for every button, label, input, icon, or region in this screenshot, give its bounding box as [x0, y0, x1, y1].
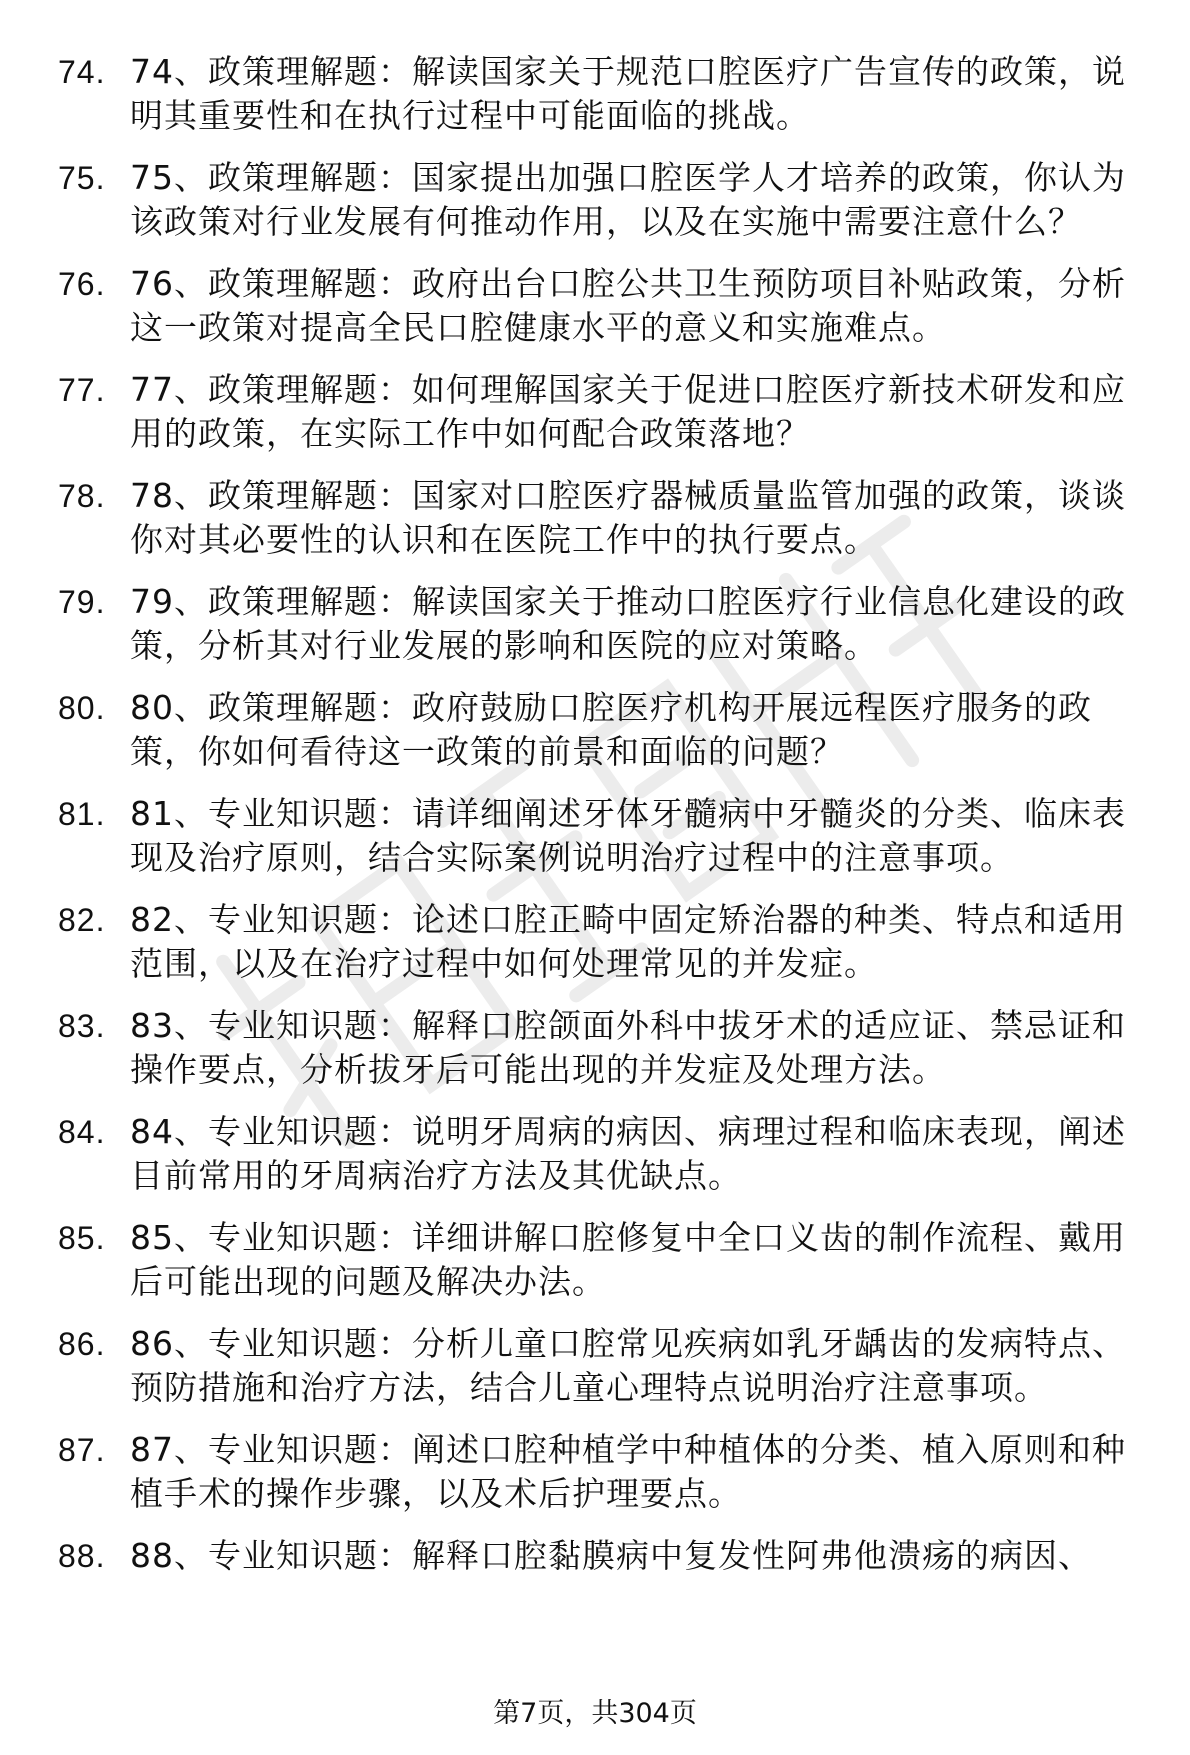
item-number: 87.: [58, 1432, 106, 1468]
list-item: [58, 1004, 1158, 1092]
item-number: 81.: [58, 796, 106, 832]
item-text: 79、政策理解题：解读国家关于推动口腔医疗行业信息化建设的政策，分析其对行业发展的影响和医院的应对策略。: [130, 582, 1126, 665]
item-number: 85.: [58, 1220, 106, 1256]
list-item: [58, 156, 1158, 244]
item-text: 81、专业知识题：请详细阐述牙体牙髓病中牙髓炎的分类、临床表现及治疗原则，结合实际案例说明治疗过程中的注意事项。: [130, 794, 1126, 877]
item-number: 76.: [58, 266, 106, 302]
item-number: 86.: [58, 1326, 106, 1362]
list-item: [58, 474, 1158, 562]
item-number: 78.: [58, 478, 106, 514]
item-text: 85、专业知识题：详细讲解口腔修复中全口义齿的制作流程、戴用后可能出现的问题及解决办法。: [130, 1218, 1126, 1301]
item-text: 77、政策理解题：如何理解国家关于促进口腔医疗新技术研发和应用的政策，在实际工作中如何配合政策落地？: [130, 370, 1126, 453]
item-number: 82.: [58, 902, 106, 938]
item-text: 78、政策理解题：国家对口腔医疗器械质量监管加强的政策，谈谈你对其必要性的认识和在医院工作中的执行要点。: [130, 476, 1126, 559]
item-number: 88.: [58, 1538, 106, 1574]
item-number: 84.: [58, 1114, 106, 1150]
item-number: 80.: [58, 690, 106, 726]
page-number-label: 第7页，共304页: [493, 1698, 697, 1729]
question-list: [58, 50, 1158, 1596]
list-item: [58, 262, 1158, 350]
list-item: [58, 580, 1158, 668]
item-text: 76、政策理解题：政府出台口腔公共卫生预防项目补贴政策，分析这一政策对提高全民口腔健康水平的意义和实施难点。: [130, 264, 1126, 347]
list-item: [58, 368, 1158, 456]
list-item: [58, 1216, 1158, 1304]
item-text: 80、政策理解题：政府鼓励口腔医疗机构开展远程医疗服务的政策，你如何看待这一政策的前景和面临的问题？: [130, 688, 1092, 771]
item-text: 86、专业知识题：分析儿童口腔常见疾病如乳牙龋齿的发病特点、预防措施和治疗方法，结合儿童心理特点说明治疗注意事项。: [130, 1324, 1126, 1407]
item-number: 79.: [58, 584, 106, 620]
item-number: 74.: [58, 54, 106, 90]
item-number: 83.: [58, 1008, 106, 1044]
item-number: 75.: [58, 160, 106, 196]
item-text: 83、专业知识题：解释口腔颌面外科中拔牙术的适应证、禁忌证和操作要点，分析拔牙后可能出现的并发症及处理方法。: [130, 1006, 1126, 1089]
list-item: [58, 898, 1158, 986]
item-text: 82、专业知识题：论述口腔正畸中固定矫治器的种类、特点和适用范围，以及在治疗过程中如何处理常见的并发症。: [130, 900, 1126, 983]
list-item: [58, 792, 1158, 880]
list-item: [58, 1534, 1158, 1578]
item-number: 77.: [58, 372, 106, 408]
list-item: [58, 1110, 1158, 1198]
list-item: [58, 686, 1158, 774]
list-item: [58, 50, 1158, 138]
page-footer: [0, 1696, 1190, 1732]
item-text: 87、专业知识题：阐述口腔种植学中种植体的分类、植入原则和种植手术的操作步骤，以及术后护理要点。: [130, 1430, 1126, 1513]
list-item: [58, 1428, 1158, 1516]
item-text: 88、专业知识题：解释口腔黏膜病中复发性阿弗他溃疡的病因、: [130, 1536, 1092, 1575]
item-text: 74、政策理解题：解读国家关于规范口腔医疗广告宣传的政策，说明其重要性和在执行过程中可能面临的挑战。: [130, 52, 1126, 135]
list-item: [58, 1322, 1158, 1410]
item-text: 75、政策理解题：国家提出加强口腔医学人才培养的政策，你认为该政策对行业发展有何推动作用，以及在实施中需要注意什么？: [130, 158, 1126, 241]
item-text: 84、专业知识题：说明牙周病的病因、病理过程和临床表现，阐述目前常用的牙周病治疗方法及其优缺点。: [130, 1112, 1126, 1195]
